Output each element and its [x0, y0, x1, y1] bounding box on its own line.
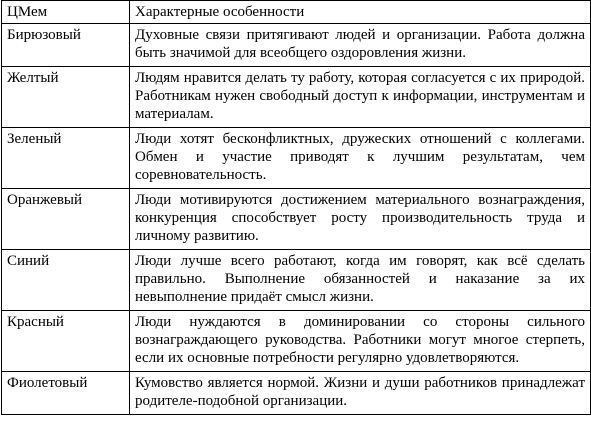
vmeme-name-cell: Бирюзовый: [2, 24, 130, 67]
table-row-blue: [2, 250, 591, 311]
header-cell-characteristics: Характерные особенности: [130, 1, 591, 24]
header-cell-vmeme: ЦМем: [2, 1, 130, 24]
table-row-red: [2, 311, 591, 372]
vmeme-name-cell: Зеленый: [2, 128, 130, 189]
vmeme-description-cell: Кумовство является нормой. Жизни и души работников принадлежат родителе-подобной организации.: [130, 372, 591, 415]
table-row-orange: [2, 189, 591, 250]
vmeme-name-cell: Красный: [2, 311, 130, 372]
vmeme-name-cell: Желтый: [2, 67, 130, 128]
table-row-turquoise: [2, 24, 591, 67]
table-row-yellow: [2, 67, 591, 128]
vmeme-description-cell: Люди лучше всего работают, когда им говорят, как всё сделать правильно. Выполнение обязанностей и наказание за их невыполнение придаёт смысл жизни.: [130, 250, 591, 311]
vmeme-description-cell: Людям нравится делать ту работу, которая согласуется с их природой. Работникам нужен свободный доступ к информации, инструментам и материалам.: [130, 67, 591, 128]
vmeme-name-cell: Синий: [2, 250, 130, 311]
vmeme-name-cell: Оранжевый: [2, 189, 130, 250]
vmeme-characteristics-table: [1, 0, 591, 415]
vmeme-description-cell: Люди хотят бесконфликтных, дружеских отношений с коллегами. Обмен и участие приводят к лучшим результатам, чем соревновательность.: [130, 128, 591, 189]
vmeme-name-cell: Фиолетовый: [2, 372, 130, 415]
vmeme-description-cell: Духовные связи притягивают людей и организации. Работа должна быть значимой для всеобщего оздоровления жизни.: [130, 24, 591, 67]
table-header-row: [2, 1, 591, 24]
vmeme-description-cell: Люди мотивируются достижением материального вознаграждения, конкуренция способствует росту производительность труда и личному развитию.: [130, 189, 591, 250]
table-row-green: [2, 128, 591, 189]
vmeme-description-cell: Люди нуждаются в доминировании со стороны сильного вознаграждающего руководства. Работники могут многое стерпеть, если их основные потребности регулярно удовлетворяются.: [130, 311, 591, 372]
table-row-purple: [2, 372, 591, 415]
